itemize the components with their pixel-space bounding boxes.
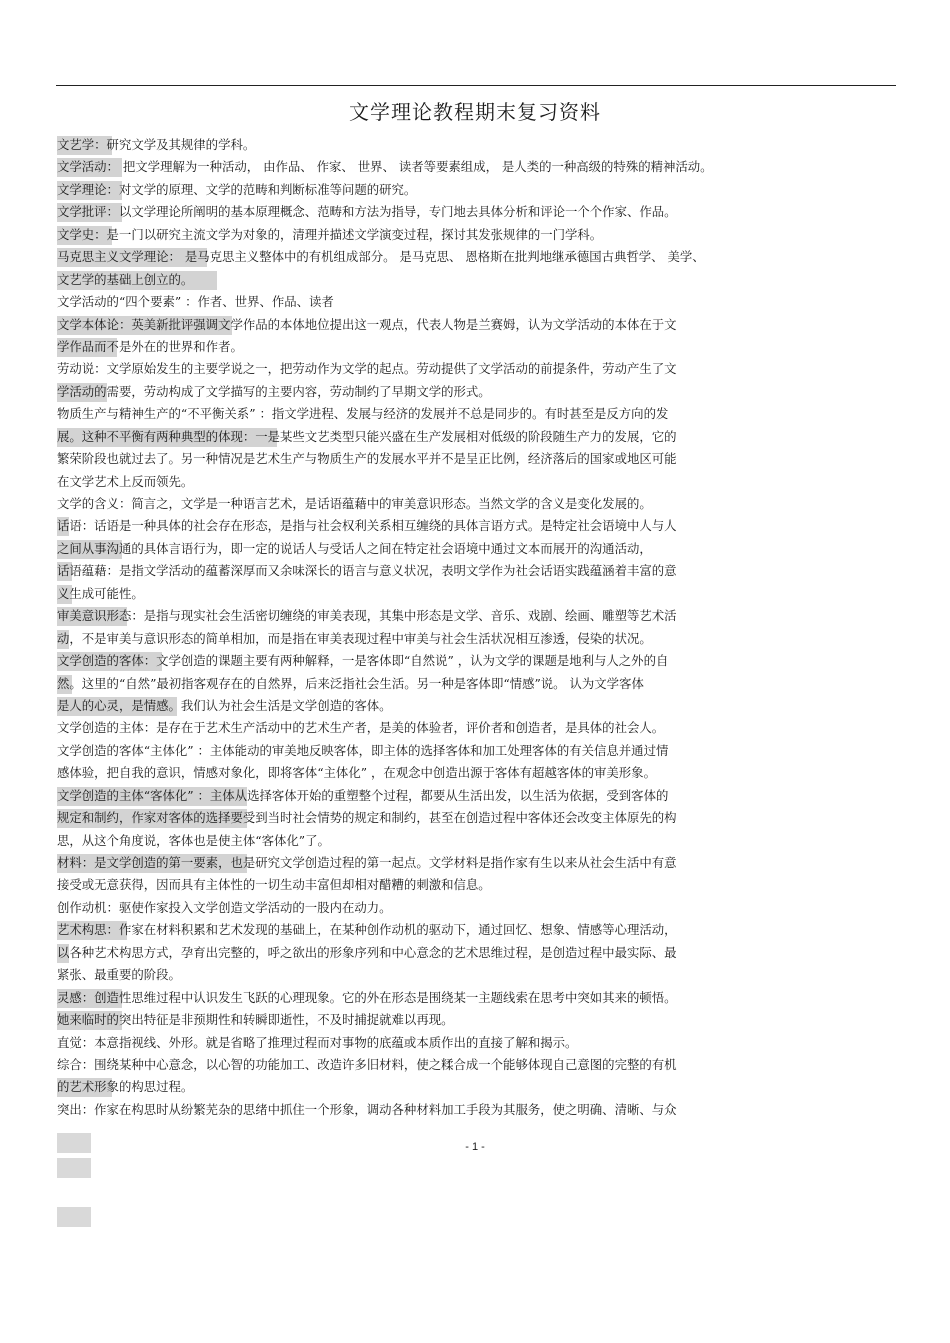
- highlight-mark: [57, 585, 72, 604]
- highlight-mark: [57, 697, 177, 716]
- highlight-mark: [57, 1011, 122, 1030]
- highlight-mark: [57, 271, 217, 290]
- text-line: 文学活动的“四个要素” ：作者、世界、作品、读者: [57, 294, 334, 310]
- text-line: 文学创造的客体：文学创造的课题主要有两种解释，一是客体即“自然说” ，认为文学的课题是地利与人之外的自: [57, 650, 897, 672]
- text-line: 感体验，把自我的意识，情感对象化，即将客体“主体化” ，在观念中创造出源于客体有超越客体的审美形象。: [57, 765, 656, 781]
- text-line: 义生成可能性。: [57, 583, 897, 605]
- text-line: 繁荣阶段也就过去了。另一种情况是艺术生产与物质生产的发展水平并不是呈正比例，经济落后的国家或地区可能: [57, 451, 677, 467]
- text-line: 学活动的需要，劳动构成了文学描写的主要内容，劳动制约了早期文学的形式。: [57, 381, 897, 403]
- text-line: 文艺学：研究文学及其规律的学科。: [57, 134, 897, 156]
- highlight-mark: [57, 989, 122, 1008]
- highlight-mark: [57, 562, 72, 581]
- highlight-mark: [57, 809, 247, 828]
- highlight-mark: [57, 226, 112, 245]
- text-line: 动，不是审美与意识形态的简单相加，而是指在审美表现过程中审美与社会生活状况相互渗透，侵染的状况。: [57, 628, 897, 650]
- text-line: 学作品而不是外在的世界和作者。: [57, 336, 897, 358]
- text-line: 直觉：本意指视线、外形。就是省略了推理过程而对事物的底蕴或本质作出的直接了解和揭示。: [57, 1034, 578, 1050]
- highlight-mark: [57, 854, 247, 873]
- highlight-mark: [57, 675, 72, 694]
- page-number: - 1 -: [465, 1141, 485, 1153]
- text-line: 综合：围绕某种中心意念，以心智的功能加工、改造许多旧材料，使之糅合成一个能够体现自己意图的完整的有机: [57, 1056, 677, 1072]
- text-line: 话语蕴藉：是指文学活动的蕴蓄深厚而又余味深长的语言与意义状况，表明文学作为社会话语实践蕴涵着丰富的意: [57, 560, 897, 582]
- highlight-mark: [57, 136, 112, 155]
- text-line: 文学本体论：英美新批评强调文学作品的本体地位提出这一观点，代表人物是兰赛姆，认为文学活动的本体在于文: [57, 314, 897, 336]
- highlight-mark: [57, 158, 122, 177]
- text-line: 是人的心灵，是情感。我们认为社会生活是文学创造的客体。: [57, 695, 897, 717]
- text-line: 文学的含义：简言之，文学是一种语言艺术，是话语蕴藉中的审美意识形态。当然文学的含义是变化发展的。: [57, 496, 652, 511]
- text-line: 审美意识形态：是指与现实社会生活密切缠绕的审美表现，其集中形态是文学、音乐、戏剧、绘画、雕塑等艺术活: [57, 605, 897, 627]
- page-title: 文学理论教程期末复习资料: [349, 100, 601, 124]
- text-line: 创作动机：驱使作家投入文学创造文学活动的一股内在动力。: [57, 899, 392, 915]
- text-line: 艺术构思：作家在材料积累和艺术发现的基础上，在某种创作动机的驱动下，通过回忆、想象、情感等心理活动，: [57, 919, 897, 941]
- text-line: 紧张、最重要的阶段。: [57, 967, 181, 983]
- document-body: [57, 134, 897, 1121]
- highlight-mark: [57, 787, 247, 806]
- text-line: 文学批评：以文学理论所阐明的基本原理概念、范畴和方法为指导，专门地去具体分析和评论一个个作家、作品。: [57, 201, 897, 223]
- highlight-mark: [57, 944, 69, 963]
- text-line: 在文学艺术上反而领先。: [57, 473, 194, 489]
- text-line: 思，从这个角度说，客体也是使主体“客体化”了。: [57, 832, 330, 848]
- text-line: 然。这里的“自然”最初指客观存在的自然界，后来泛指社会生活。另一种是客体即“情感”说。 认为文学客体: [57, 673, 897, 695]
- text-line: 材料：是文学创造的第一要素，也是研究文学创造过程的第一起点。文学材料是指作家有生以来从社会生活中有意: [57, 852, 897, 874]
- text-line: 文学创造的客体“主体化” ：主体能动的审美地反映客体，即主体的选择客体和加工处理客体的有关信息并通过情: [57, 742, 669, 758]
- scan-artifact-box: [57, 1133, 91, 1153]
- highlight-mark: [57, 383, 107, 402]
- text-line: 文艺学的基础上创立的。: [57, 269, 897, 291]
- header-rule: [56, 85, 896, 86]
- text-line: 劳动说：文学原始发生的主要学说之一，把劳动作为文学的起点。劳动提供了文学活动的前提条件，劳动产生了文: [57, 361, 677, 377]
- highlight-mark: [57, 1078, 112, 1097]
- text-line: 规定和制约，作家对客体的选择要受到当时社会情势的规定和制约，甚至在创造过程中客体还会改变主体原先的构: [57, 807, 897, 829]
- text-line: 展。这种不平衡有两种典型的体现：一是某些文艺类型只能兴盛在生产发展相对低级的阶段随生产力的发展，它的: [57, 426, 897, 448]
- text-line: 马克思主义文学理论： 是马克思主义整体中的有机组成部分。 是马克思、 恩格斯在批判地继承德国古典哲学、 美学、: [57, 246, 897, 268]
- text-line: 文学理论：对文学的原理、文学的范畴和判断标准等问题的研究。: [57, 179, 897, 201]
- highlight-mark: [57, 338, 117, 357]
- scan-artifact-box: [57, 1207, 91, 1227]
- highlight-mark: [57, 630, 69, 649]
- highlight-mark: [57, 428, 277, 447]
- text-line: 突出：作家在构思时从纷繁芜杂的思绪中抓住一个形象，调动各种材料加工手段为其服务，使之明确、清晰、与众: [57, 1101, 677, 1117]
- text-line: 话语：话语是一种具体的社会存在形态，是指与社会权利关系相互缠绕的具体言语方式。是特定社会语境中人与人: [57, 515, 897, 537]
- highlight-mark: [57, 248, 207, 267]
- text-line: 物质生产与精神生产的“不平衡关系” ：指文学进程、发展与经济的发展并不总是同步的。有时甚至是反方向的发: [57, 406, 669, 422]
- highlight-mark: [57, 203, 122, 222]
- scan-artifact-box: [57, 1158, 91, 1178]
- highlight-mark: [57, 607, 127, 626]
- highlight-mark: [57, 540, 122, 559]
- highlight-mark: [57, 517, 69, 536]
- text-line: 文学创造的主体“客体化” ：主体从选择客体开始的重塑整个过程，都要从生活出发，以生活为依据，受到客体的: [57, 785, 897, 807]
- text-line: 以各种艺术构思方式，孕育出完整的，呼之欲出的形象序列和中心意念的艺术思维过程，是创造过程中最实际、最: [57, 942, 897, 964]
- highlight-mark: [57, 652, 162, 671]
- highlight-mark: [57, 921, 127, 940]
- text-line: 的艺术形象的构思过程。: [57, 1076, 897, 1098]
- text-line: 文学活动： 把文学理解为一种活动， 由作品、 作家、 世界、 读者等要素组成， 是人类的一种高级的特殊的精神活动。: [57, 156, 897, 178]
- highlight-mark: [57, 181, 122, 200]
- text-line: 之间从事沟通的具体言语行为，即一定的说话人与受话人之间在特定社会语境中通过文本而展开的沟通活动，: [57, 538, 897, 560]
- highlight-mark: [57, 316, 232, 335]
- text-line: 文学史：是一门以研究主流文学为对象的，清理并描述文学演变过程，探讨其发张规律的一门学科。: [57, 224, 897, 246]
- text-line: 灵感：创造性思维过程中认识发生飞跃的心理现象。它的外在形态是围绕某一主题线索在思考中突如其来的顿悟。: [57, 987, 897, 1009]
- text-line: 接受或无意获得，因而具有主体性的一切生动丰富但却相对醋糟的刺激和信息。: [57, 877, 491, 893]
- text-line: 文学创造的主体：是存在于艺术生产活动中的艺术生产者，是美的体验者，评价者和创造者，是具体的社会人。: [57, 720, 665, 736]
- text-line: 她来临时的突出特征是非预期性和转瞬即逝性，不及时捕捉就难以再现。: [57, 1009, 897, 1031]
